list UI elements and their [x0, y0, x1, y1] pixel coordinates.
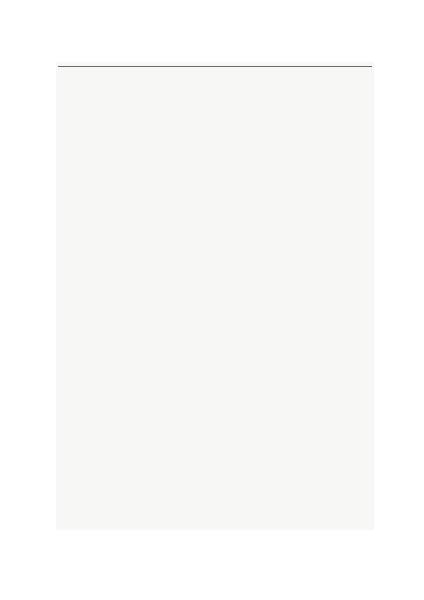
vertical-text-block — [62, 70, 368, 520]
header-rule — [58, 66, 372, 67]
